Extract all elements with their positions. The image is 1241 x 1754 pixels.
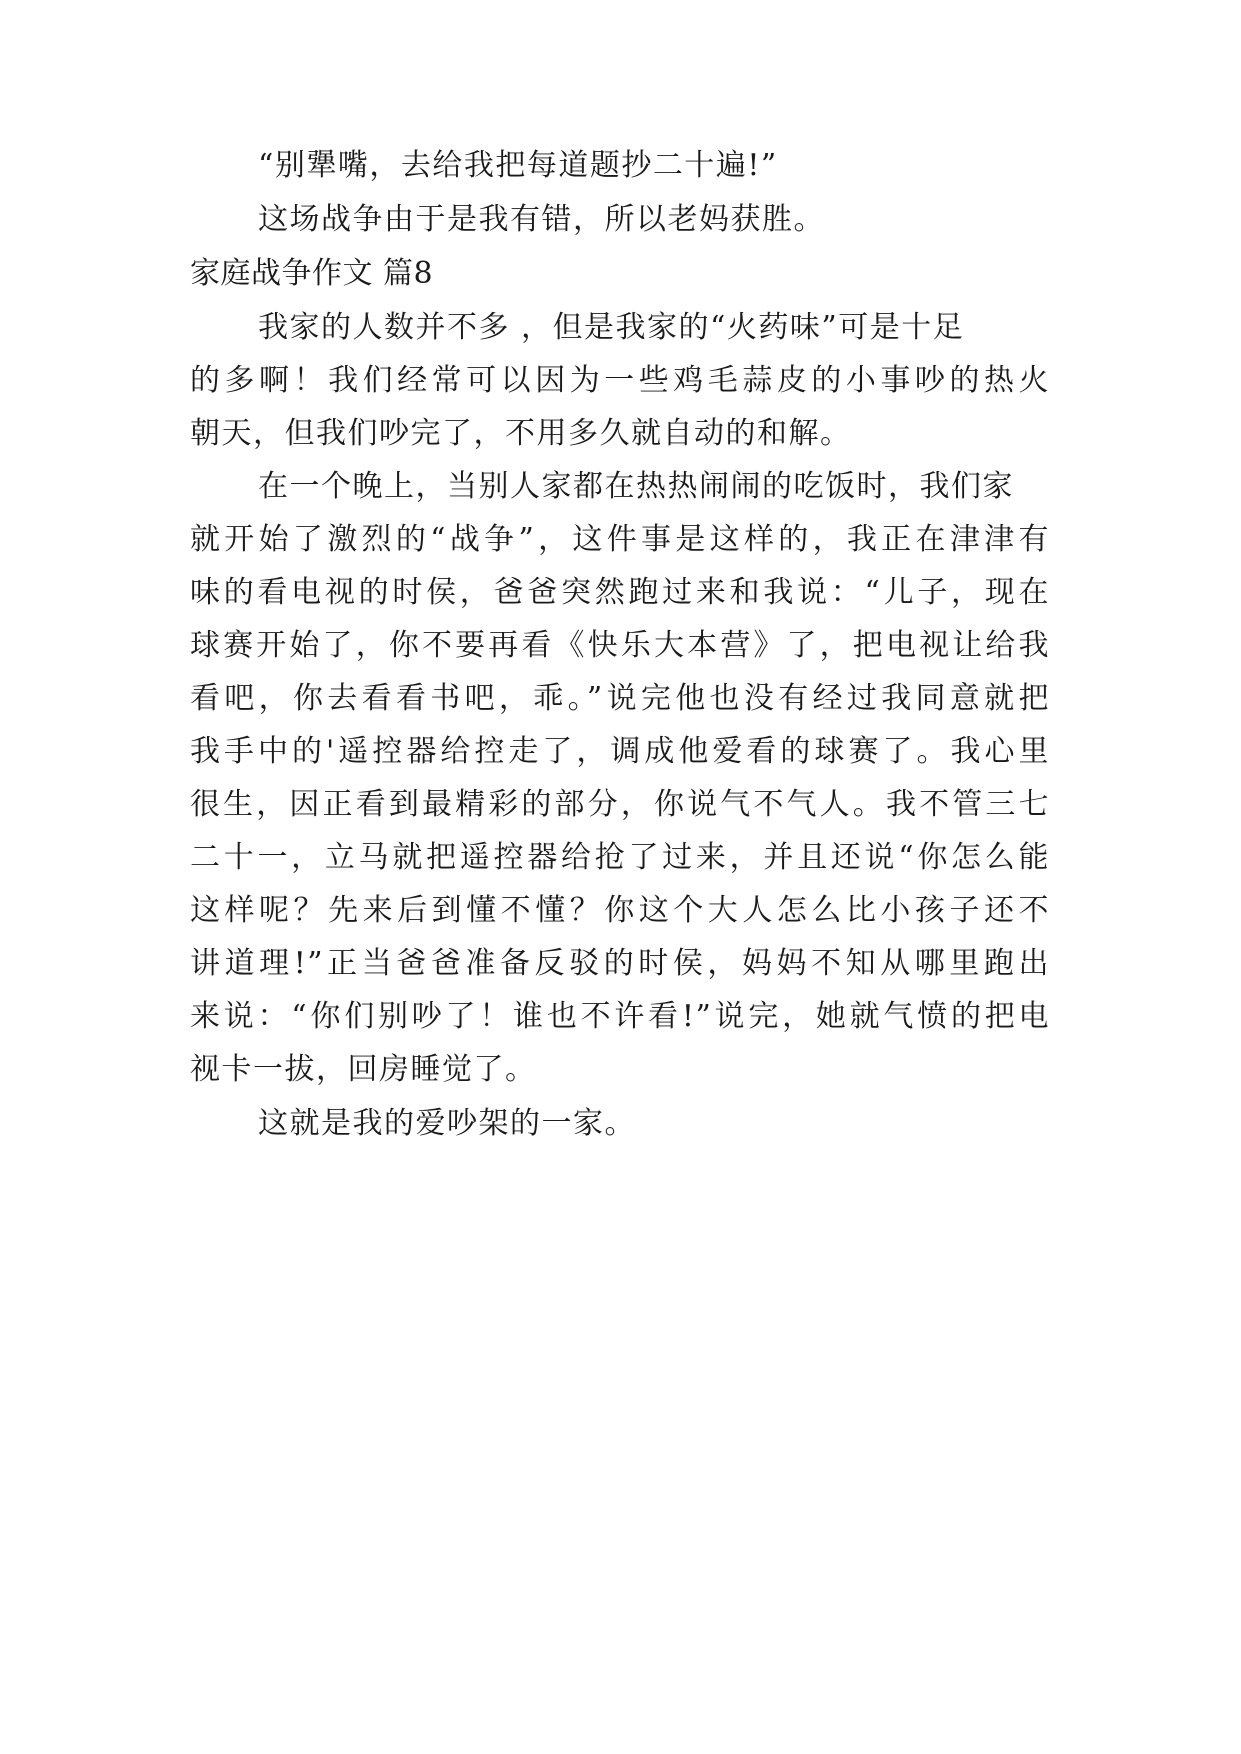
paragraph-line: 在一个晚上，当别人家都在热热闹闹的吃饭时，我们家 [258,469,1014,504]
paragraph-line: 视卡一拔，回房睡觉了。 [190,1052,537,1087]
paragraph-line: 二十一，立马就把遥控器给抢了过来，并且还说“你怎么能 [190,840,1050,875]
paragraph-line: 这就是我的爱吵架的一家。 [258,1106,636,1141]
paragraph-line: 这样呢？先来后到懂不懂？你这个大人怎么比小孩子还不 [190,893,1050,928]
paragraph-line: 球赛开始了，你不要再看《快乐大本营》了，把电视让给我 [190,628,1050,663]
paragraph-line: 我手中的'遥控器给控走了，调成他爱看的球赛了。我心里 [190,734,1050,769]
paragraph-line: 朝天，但我们吵完了，不用多久就自动的和解。 [190,416,852,451]
paragraph-line: 很生，因正看到最精彩的部分，你说气不气人。我不管三七 [190,787,1050,822]
paragraph-line: 这场战争由于是我有错，所以老妈获胜。 [258,202,825,237]
paragraph-line: 来说：“你们别吵了！谁也不许看!”说完，她就气愤的把电 [190,999,1050,1034]
paragraph-line: 味的看电视的时侯，爸爸突然跑过来和我说：“儿子，现在 [190,575,1050,610]
paragraph-line: “别犟嘴，去给我把每道题抄二十遍!” [258,148,778,183]
section-heading: 家庭战争作文 篇8 [190,256,434,291]
paragraph-line: 讲道理!”正当爸爸准备反驳的时侯，妈妈不知从哪里跑出 [190,946,1050,981]
paragraph-line: 的多啊！我们经常可以因为一些鸡毛蒜皮的小事吵的热火 [190,363,1050,398]
paragraph-line: 看吧，你去看看书吧，乖。”说完他也没有经过我同意就把 [190,681,1050,716]
paragraph-line: 我家的人数并不多 ，但是我家的“火药味”可是十足 [258,310,965,345]
paragraph-line: 就开始了激烈的“战争”，这件事是这样的，我正在津津有 [190,522,1050,557]
